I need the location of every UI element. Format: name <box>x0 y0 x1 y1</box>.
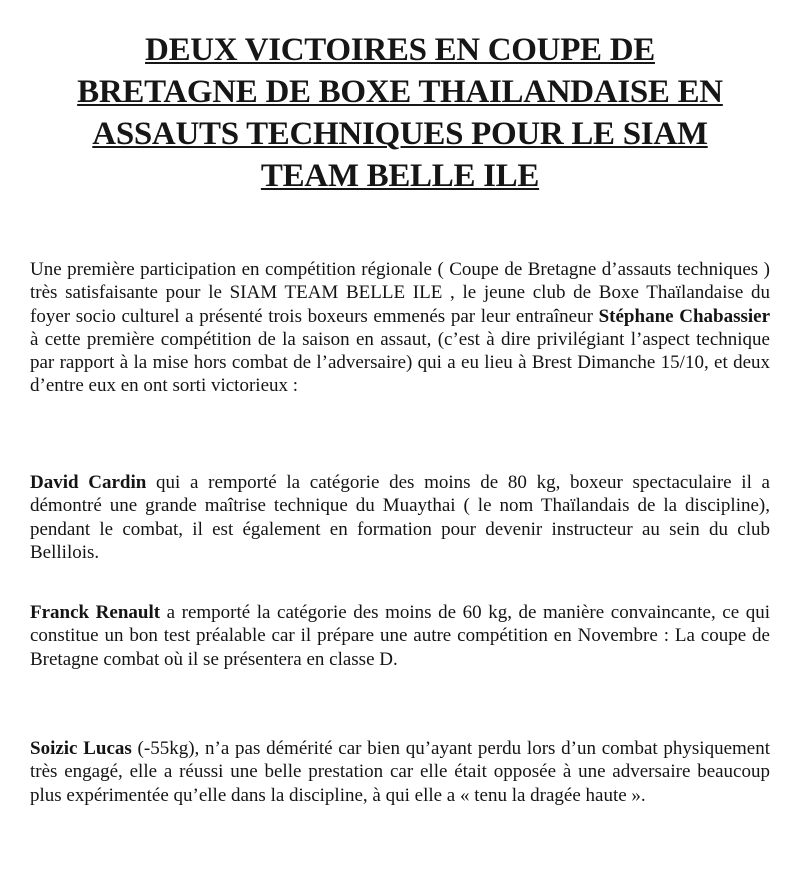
coach-name: Stéphane Chabassier <box>598 305 771 327</box>
title-line: DEUX VICTOIRES EN COUPE DE <box>145 32 655 68</box>
title-line: BRETAGNE DE BOXE THAILANDAISE EN <box>77 74 723 110</box>
boxer-paragraph-franck-renault <box>30 601 770 671</box>
boxer-result-text: qui a remporté la catégorie des moins de 80 kg, boxeur spectaculaire il a démontré une grande maîtrise technique du Muaythai ( le nom Thaïlandais de la discipline), pendant le combat, il est également en formation pour devenir instructeur au sein du club Bellilois. <box>30 472 770 563</box>
boxer-name: David Cardin <box>30 472 147 493</box>
intro-text-continuation: à cette première compétition de la saison en assaut, (c’est à dire privilégiant l’aspect technique par rapport à la mise hors combat de l’adversaire) qui a eu lieu à Brest Dimanche 15/10, et deux d’entre eux en ont sorti victorieux : <box>30 328 770 397</box>
boxer-name: Soizic Lucas <box>30 738 132 759</box>
boxer-result-text: (-55kg), n’a pas démérité car bien qu’ayant perdu lors d’un combat physiquement très engagé, elle a réussi une belle prestation car elle était opposée à une adversaire beaucoup plus expérimentée qu’elle dans la discipline, à qui elle a « tenu la dragée haute ». <box>30 738 770 806</box>
article-title <box>0 29 800 197</box>
boxer-paragraph-david-cardin <box>30 471 770 564</box>
boxer-result-text: a remporté la catégorie des moins de 60 kg, de manière convaincante, ce qui constitue un bon test préalable car il prépare une autre compétition en Novembre : La coupe de Bretagne combat où il se présentera en classe D. <box>30 602 771 670</box>
boxer-name: Franck Renault <box>30 602 161 623</box>
boxer-paragraph-soizic-lucas <box>30 737 770 807</box>
intro-text: Une première participation en compétition régionale ( Coupe de Bretagne d’assauts techniques ) très satisfaisante pour le SIAM TEAM BELLE ILE , le jeune club de Boxe Thaïlandaise du foyer socio culturel a présenté trois boxeurs emmenés par leur entraîneur <box>30 259 770 327</box>
title-line: ASSAUTS TECHNIQUES POUR LE SIAM <box>92 116 708 152</box>
intro-paragraph <box>30 258 770 398</box>
title-line: TEAM BELLE ILE <box>260 158 540 194</box>
